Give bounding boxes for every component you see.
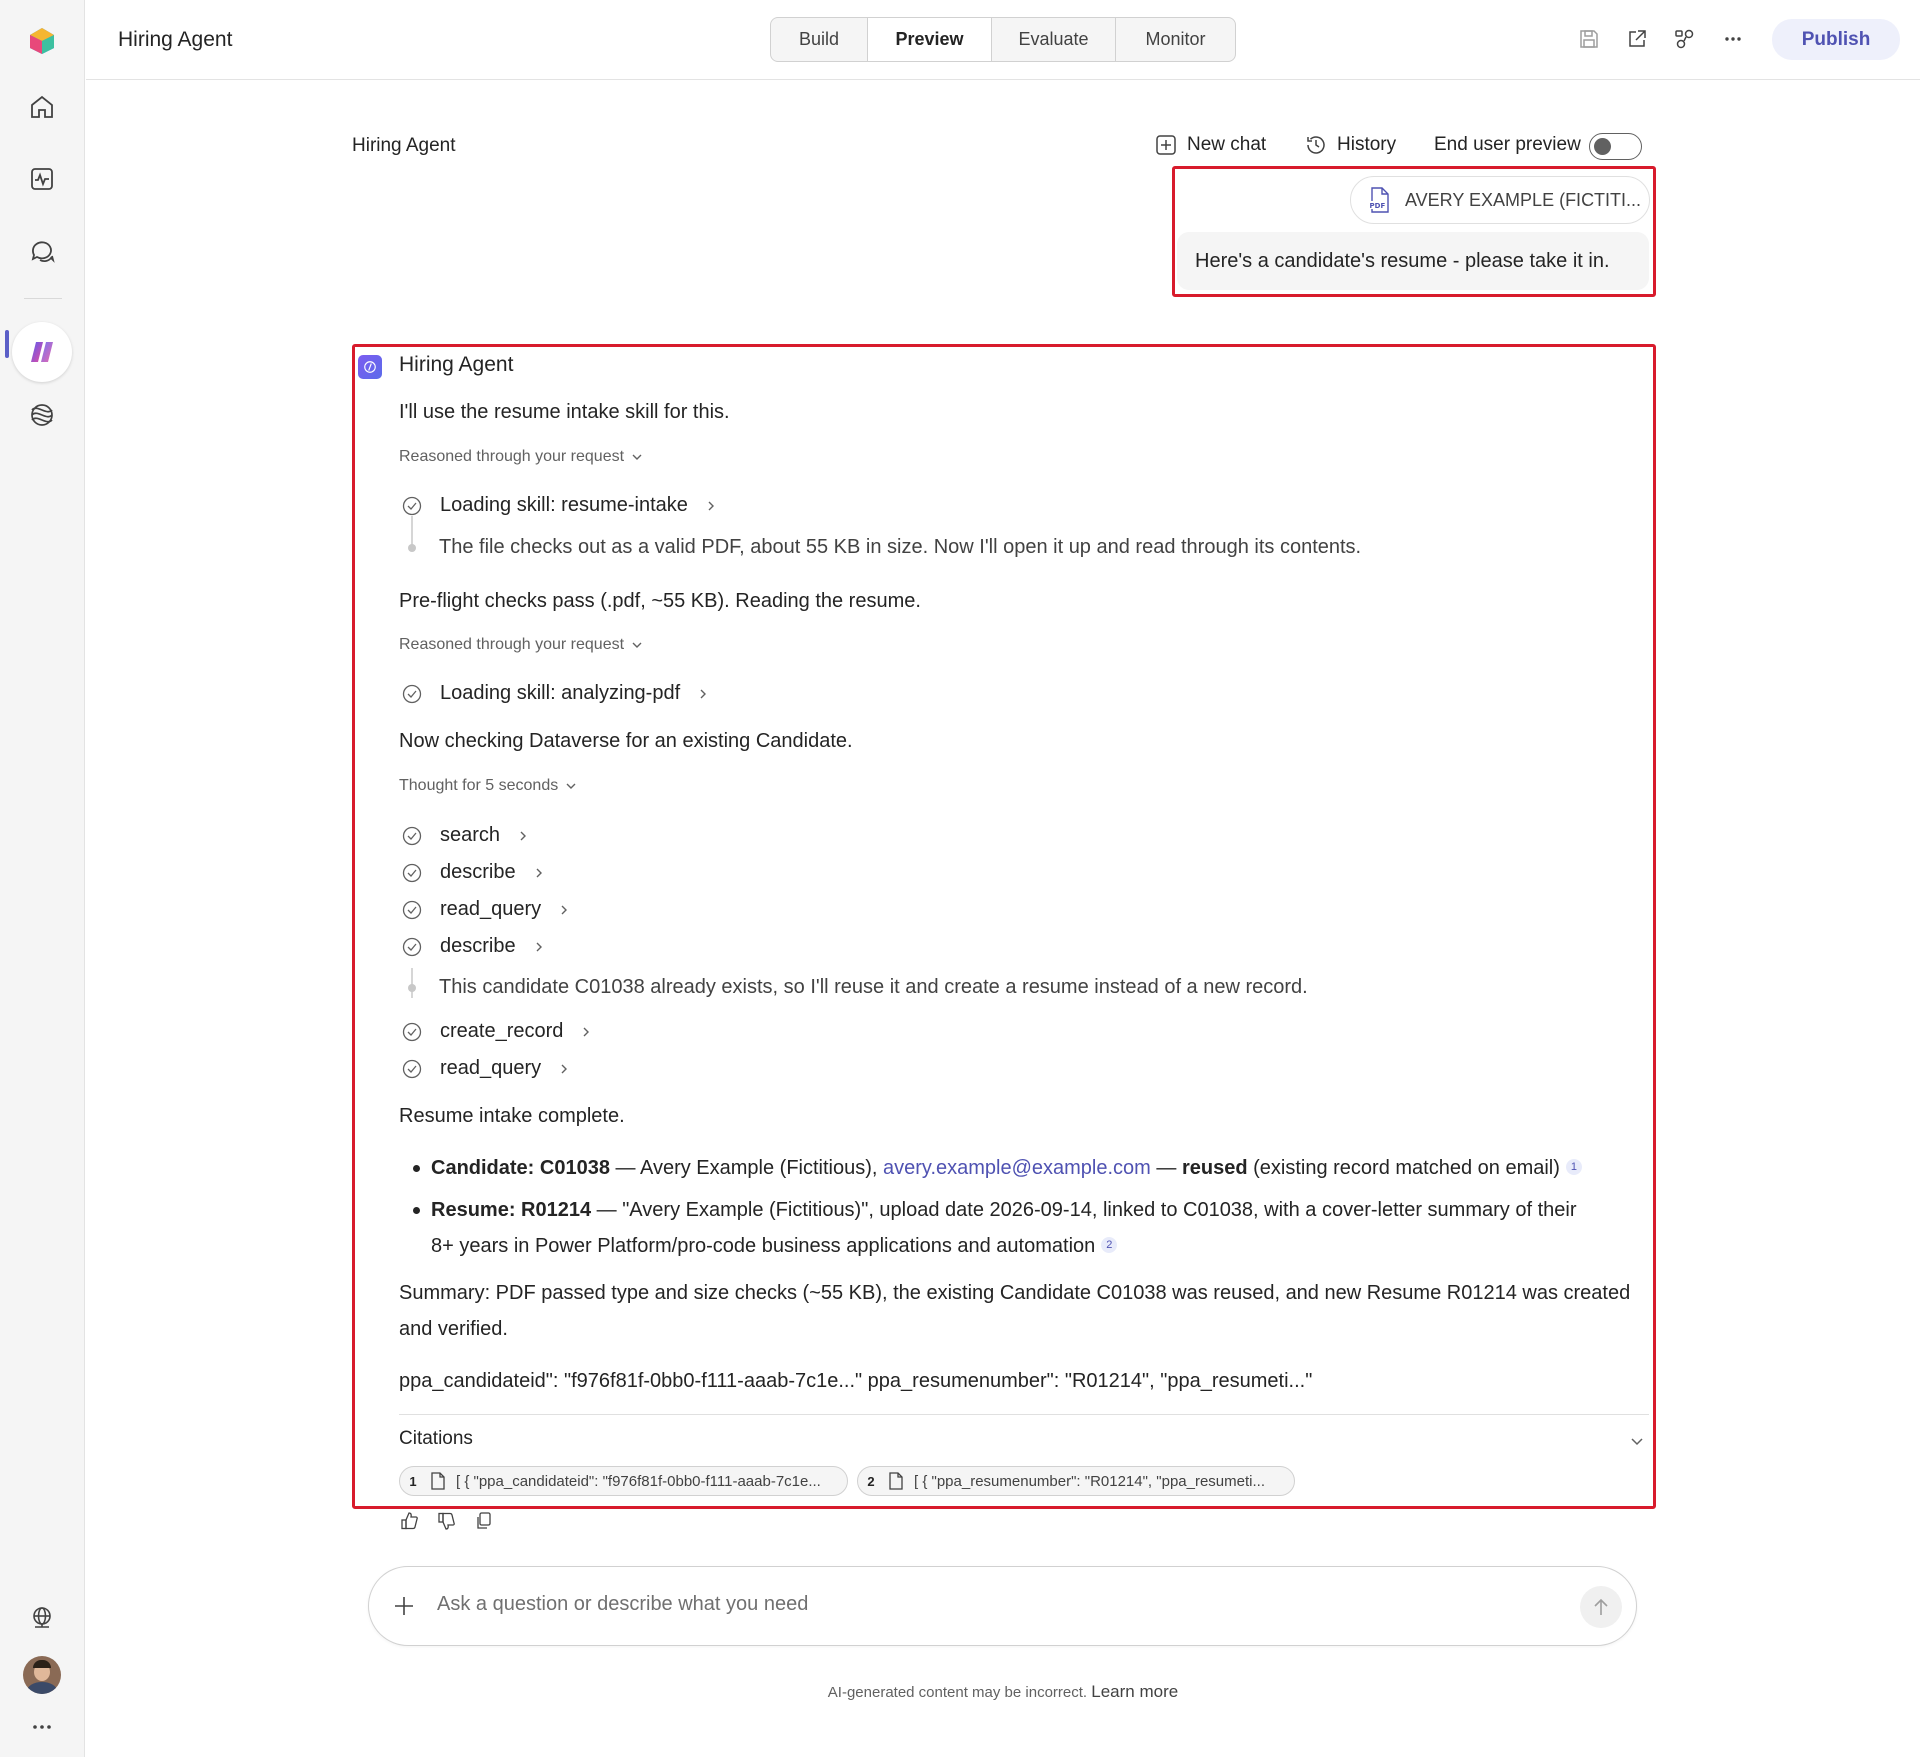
- citations-heading: Citations: [399, 1428, 473, 1449]
- citation-text: [ { "ppa_resumenumber": "R01214", "ppa_resumeti...: [914, 1472, 1265, 1490]
- chevron-right-icon: [579, 1025, 593, 1039]
- step-label: Loading skill: resume-intake: [440, 494, 688, 516]
- step-describe[interactable]: [402, 861, 546, 884]
- tab-preview[interactable]: Preview: [867, 18, 991, 61]
- document-icon: [430, 1472, 446, 1490]
- app-logo-icon[interactable]: [21, 20, 63, 62]
- citation-marker[interactable]: 1: [1566, 1159, 1582, 1175]
- chevron-right-icon: [532, 940, 546, 954]
- reasoning-toggle-2[interactable]: [399, 636, 644, 654]
- connections-icon[interactable]: [1672, 26, 1698, 52]
- history-icon: [1305, 134, 1327, 156]
- step-label: read_query: [440, 1057, 542, 1079]
- summary-text-cont: and verified.: [399, 1318, 508, 1340]
- new-chat-button[interactable]: [1155, 134, 1266, 156]
- step-label: describe: [440, 861, 516, 883]
- new-chat-icon: [1155, 134, 1177, 156]
- step-connector: [411, 968, 413, 998]
- new-chat-label: New chat: [1187, 134, 1267, 155]
- step-connector: [411, 516, 413, 546]
- more-options-icon[interactable]: [21, 1706, 63, 1748]
- document-icon: [888, 1472, 904, 1490]
- step-search[interactable]: [402, 824, 530, 847]
- attachment-chip[interactable]: [1350, 176, 1650, 224]
- tab-monitor[interactable]: Monitor: [1115, 18, 1235, 61]
- bullet-marker: [413, 1165, 420, 1172]
- left-rail: [0, 0, 85, 1757]
- thumbs-down-icon[interactable]: [437, 1511, 457, 1531]
- chevron-right-icon: [704, 499, 718, 513]
- citation-chip-2[interactable]: [857, 1466, 1295, 1496]
- candidate-label: Candidate: C01038: [431, 1157, 610, 1179]
- candidate-email-link[interactable]: avery.example@example.com: [883, 1157, 1151, 1179]
- thought-toggle[interactable]: [399, 777, 578, 795]
- citation-number: 1: [409, 1473, 417, 1489]
- check-circle-icon: [402, 1059, 422, 1079]
- chat-agent-name: Hiring Agent: [352, 135, 456, 156]
- resume-label: Resume: R01214: [431, 1199, 592, 1221]
- thumbs-up-icon[interactable]: [400, 1511, 420, 1531]
- globe-icon[interactable]: [21, 1597, 63, 1639]
- copy-icon[interactable]: [474, 1511, 494, 1531]
- chevron-right-icon: [516, 829, 530, 843]
- resume-text: — "Avery Example (Fictitious)", upload date 2026-09-14, linked to C01038, with a cover-letter summary of their: [591, 1199, 1577, 1221]
- candidate-match-text: (existing record matched on email): [1247, 1157, 1560, 1179]
- check-circle-icon: [402, 900, 422, 920]
- citations-divider: [399, 1414, 1649, 1415]
- active-indicator: [5, 330, 9, 358]
- svg-text:PDF: PDF: [1369, 202, 1386, 210]
- reasoning-label-2: Reasoned through your request: [399, 636, 625, 653]
- reasoning-note-1: The file checks out as a valid PDF, about 55 KB in size. Now I'll open it up and read through its contents.: [439, 536, 1362, 558]
- summary-text: Summary: PDF passed type and size checks (~55 KB), the existing Candidate C01038 was reused, and new Resume R01214 was created: [399, 1282, 1631, 1304]
- mode-tabs: [770, 17, 1236, 62]
- agent-response-name: Hiring Agent: [399, 353, 514, 376]
- check-circle-icon: [402, 937, 422, 957]
- chat-input[interactable]: [437, 1593, 1537, 1616]
- thought-label: Thought for 5 seconds: [399, 777, 559, 794]
- step-label: search: [440, 824, 501, 846]
- reasoning-note-2: This candidate C01038 already exists, so I'll reuse it and create a resume instead of a new record.: [439, 976, 1308, 998]
- tab-evaluate[interactable]: Evaluate: [991, 18, 1115, 61]
- step-resume-intake[interactable]: [402, 494, 718, 517]
- activity-icon[interactable]: [21, 158, 63, 200]
- citation-marker[interactable]: 2: [1101, 1237, 1117, 1253]
- chevron-right-icon: [696, 687, 710, 701]
- check-circle-icon: [402, 496, 422, 516]
- user-message-bubble: Here's a candidate's resume - please take it in.: [1177, 232, 1649, 290]
- pdf-icon: [1367, 187, 1391, 213]
- history-button[interactable]: [1305, 134, 1396, 156]
- agent-intro-text: I'll use the resume intake skill for this.: [399, 401, 730, 423]
- top-bar: [86, 0, 1920, 80]
- chat-input-box: [368, 1566, 1637, 1646]
- bullet-candidate: [431, 1157, 1582, 1180]
- preflight-text: Pre-flight checks pass (.pdf, ~55 KB). Reading the resume.: [399, 590, 921, 612]
- agent-avatar-icon: [358, 355, 382, 379]
- step-describe[interactable]: [402, 935, 546, 958]
- end-user-preview-label: End user preview: [1434, 134, 1581, 155]
- candidate-dash: —: [1150, 1157, 1182, 1179]
- step-read-query[interactable]: [402, 1057, 571, 1080]
- bullet-resume-cont: [431, 1235, 1117, 1258]
- step-label: create_record: [440, 1020, 564, 1042]
- chevron-down-icon[interactable]: [1628, 1432, 1646, 1450]
- check-circle-icon: [402, 826, 422, 846]
- check-circle-icon: [402, 1022, 422, 1042]
- ai-disclaimer: [0, 1682, 1920, 1702]
- rail-separator: [24, 298, 62, 299]
- bullet-resume: [431, 1199, 1576, 1222]
- chevron-down-icon: [630, 638, 644, 652]
- intake-complete-text: Resume intake complete.: [399, 1105, 625, 1127]
- more-actions-icon[interactable]: [1720, 26, 1746, 52]
- check-circle-icon: [402, 684, 422, 704]
- disclaimer-text: AI-generated content may be incorrect.: [827, 1684, 1088, 1701]
- home-icon[interactable]: [21, 86, 63, 128]
- highlight-agent-response: [352, 344, 1656, 1509]
- dataverse-check-text: Now checking Dataverse for an existing Candidate.: [399, 730, 853, 752]
- step-label: Loading skill: analyzing-pdf: [440, 682, 681, 704]
- app-title: Hiring Agent: [118, 28, 233, 51]
- chevron-down-icon: [630, 450, 644, 464]
- check-circle-icon: [402, 863, 422, 883]
- note-dot: [408, 544, 416, 552]
- note-dot: [408, 984, 416, 992]
- reasoning-label-1: Reasoned through your request: [399, 448, 625, 465]
- step-read-query[interactable]: [402, 898, 571, 921]
- send-button[interactable]: [1580, 1586, 1622, 1628]
- publish-button[interactable]: Publish: [1772, 19, 1900, 60]
- save-icon[interactable]: [1576, 26, 1602, 52]
- candidate-reused: reused: [1181, 1157, 1248, 1179]
- citation-chip-1[interactable]: [399, 1466, 848, 1496]
- json-output-text: ppa_candidateid": "f976f81f-0bb0-f111-aaab-7c1e..." ppa_resumenumber": "R01214", "ppa_resumeti...": [399, 1370, 1313, 1392]
- bullet-marker: [413, 1207, 420, 1214]
- chat-icon[interactable]: [21, 230, 63, 272]
- history-label: History: [1337, 134, 1397, 155]
- resume-text-cont: 8+ years in Power Platform/pro-code business applications and automation: [431, 1235, 1096, 1257]
- chevron-right-icon: [557, 1062, 571, 1076]
- citation-text: [ { "ppa_candidateid": "f976f81f-0bb0-f111-aaab-7c1e...: [456, 1472, 821, 1490]
- attachment-name: AVERY EXAMPLE (FICTITI...: [1405, 189, 1642, 210]
- citation-number: 2: [867, 1473, 875, 1489]
- step-label: read_query: [440, 898, 542, 920]
- end-user-preview-toggle[interactable]: [1589, 133, 1642, 160]
- step-label: describe: [440, 935, 516, 957]
- chevron-down-icon: [564, 779, 578, 793]
- send-arrow-icon: [1590, 1596, 1612, 1618]
- add-attachment-icon[interactable]: [391, 1593, 417, 1619]
- tab-build[interactable]: Build: [798, 29, 840, 49]
- knowledge-icon[interactable]: [21, 394, 63, 436]
- reasoning-toggle-1[interactable]: [399, 448, 644, 466]
- chevron-right-icon: [557, 903, 571, 917]
- step-create-record[interactable]: [402, 1020, 593, 1043]
- share-icon[interactable]: [1624, 26, 1650, 52]
- step-analyzing-pdf[interactable]: [402, 682, 710, 705]
- copilot-studio-icon[interactable]: [12, 322, 72, 382]
- candidate-text: — Avery Example (Fictitious),: [609, 1157, 884, 1179]
- chevron-right-icon: [532, 866, 546, 880]
- learn-more-link[interactable]: Learn more: [1091, 1682, 1179, 1701]
